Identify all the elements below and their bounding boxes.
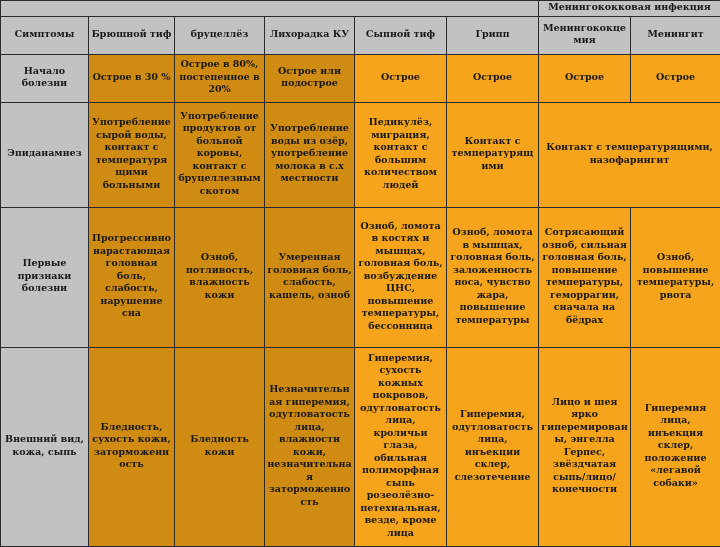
header-typhus: Сыпной тиф — [355, 16, 447, 54]
cell-skin-meningitis: Гиперемия лица, инъекция склер, положение «легавой собаки» — [631, 347, 720, 546]
meningococcal-group-header: Менингококковая инфекция — [539, 1, 720, 17]
header-meningococcemia: Менингококцемия — [539, 16, 631, 54]
row-label-first-signs: Первые признаки болезни — [1, 207, 89, 347]
cell-first-flu: Озноб, ломота в мышцах, головная боль, заложенность носа, чувство жара, повышение температуры — [447, 207, 539, 347]
header-brucellosis: бруцеллёз — [175, 16, 265, 54]
row-label-skin: Внешний вид, кожа, сыпь — [1, 347, 89, 546]
cell-epi-typhoid: Употребление сырой воды, контакт с температурящими больными — [89, 102, 175, 207]
cell-onset-typhus: Острое — [355, 54, 447, 102]
cell-skin-flu: Гиперемия, одутловатость лица, инъекции склер, слезотечение — [447, 347, 539, 546]
header-row — [1, 16, 720, 54]
header-q-fever: Лихорадка КУ — [265, 16, 355, 54]
row-label-onset: Начало болезни — [1, 54, 89, 102]
cell-skin-q-fever: Незначительная гиперемия, одутловатость лица, влажности кожи, незначительная заторможенность — [265, 347, 355, 546]
cell-onset-flu: Острое — [447, 54, 539, 102]
table-row — [1, 102, 720, 207]
cell-first-q-fever: Умеренная головная боль, слабость, кашель, озноб — [265, 207, 355, 347]
cell-epi-typhus: Педикулёз, миграция, контакт с большим количеством людей — [355, 102, 447, 207]
cell-epi-brucellosis: Употребление продуктов от больной коровы, контакт с бруцеллезным скотом — [175, 102, 265, 207]
cell-first-meningococcemia: Сотрясающий озноб, сильная головная боль, повышение температуры, геморрагии, сначала на бёдрах — [539, 207, 631, 347]
table-row — [1, 207, 720, 347]
cell-onset-typhoid: Острое в 30 % — [89, 54, 175, 102]
cell-skin-meningococcemia: Лицо и шея ярко гиперемированы, энгелла Герпес, звёздчатая сыпь/лицо/конечности — [539, 347, 631, 546]
group-header-row — [1, 1, 720, 17]
cell-onset-meningitis: Острое — [631, 54, 720, 102]
cell-epi-meningococcal: Контакт с температурящими, назофарингит — [539, 102, 720, 207]
cell-onset-q-fever: Острое или подострое — [265, 54, 355, 102]
cell-first-brucellosis: Озноб, потливость, влажность кожи — [175, 207, 265, 347]
header-spacer — [1, 1, 539, 17]
header-typhoid: Брюшной тиф — [89, 16, 175, 54]
cell-first-typhoid: Прогрессивно нарастающая головная боль, слабость, нарушение сна — [89, 207, 175, 347]
table-row — [1, 347, 720, 546]
header-symptoms: Симптомы — [1, 16, 89, 54]
cell-onset-brucellosis: Острое в 80%, постепенное в 20% — [175, 54, 265, 102]
cell-skin-typhus: Гиперемия, сухость кожных покровов, одутловатость лица, кроличьи глаза, обильная полиморфная сыпь розеолёзно-петехиальная, везде, кроме лица — [355, 347, 447, 546]
row-label-epi: Эпиданамнез — [1, 102, 89, 207]
cell-skin-typhoid: Бледность, сухость кожи, заторможенность — [89, 347, 175, 546]
header-meningitis: Менингит — [631, 16, 720, 54]
cell-first-meningitis: Озноб, повышение температуры, рвота — [631, 207, 720, 347]
cell-epi-q-fever: Употребление воды из озёр, употребление молока в с.х местности — [265, 102, 355, 207]
cell-onset-meningococcemia: Острое — [539, 54, 631, 102]
header-flu: Грипп — [447, 16, 539, 54]
cell-skin-brucellosis: Бледность кожи — [175, 347, 265, 546]
cell-epi-flu: Контакт с температурящими — [447, 102, 539, 207]
cell-first-typhus: Озноб, ломота в костях и мышцах, головная боль, возбуждение ЦНС, повышение температуры, бессонница — [355, 207, 447, 347]
table-row — [1, 54, 720, 102]
